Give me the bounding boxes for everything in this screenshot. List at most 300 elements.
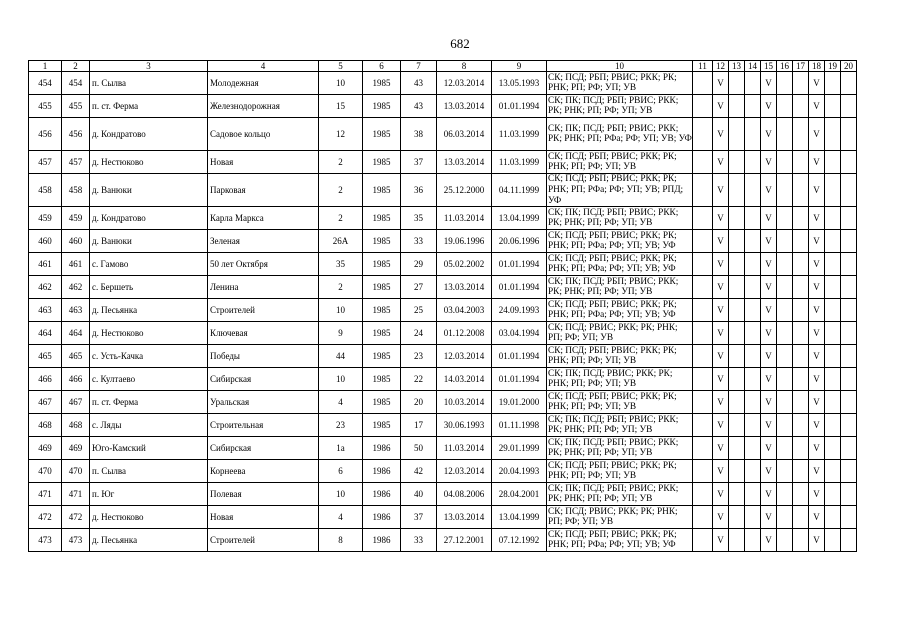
mark-cell-col-13 xyxy=(729,95,745,118)
mark-cell-col-17 xyxy=(793,506,809,529)
object-number: 462 xyxy=(62,276,90,299)
age-cell: 33 xyxy=(401,230,437,253)
settlement-cell: с. Бершеть xyxy=(90,276,208,299)
date-2-cell: 20.06.1996 xyxy=(492,230,547,253)
mark-cell-col-15: V xyxy=(761,437,777,460)
mark-cell-col-19 xyxy=(825,72,841,95)
column-header-13: 13 xyxy=(729,61,745,72)
mark-cell-col-19 xyxy=(825,151,841,174)
street-cell: Парковая xyxy=(208,174,319,207)
table-row xyxy=(29,118,857,151)
age-cell: 42 xyxy=(401,460,437,483)
year-cell: 1985 xyxy=(363,230,401,253)
mark-cell-col-14 xyxy=(745,322,761,345)
mark-cell-col-13 xyxy=(729,207,745,230)
register-table xyxy=(28,60,857,552)
mark-cell-col-13 xyxy=(729,460,745,483)
column-header-4: 4 xyxy=(208,61,319,72)
year-cell: 1986 xyxy=(363,437,401,460)
column-header-14: 14 xyxy=(745,61,761,72)
row-number: 464 xyxy=(29,322,62,345)
mark-cell-col-16 xyxy=(777,391,793,414)
table-row xyxy=(29,391,857,414)
mark-cell-col-19 xyxy=(825,460,841,483)
house-number-cell: 1а xyxy=(319,437,363,460)
date-2-cell: 01.01.1994 xyxy=(492,345,547,368)
mark-cell-col-17 xyxy=(793,230,809,253)
street-cell: Победы xyxy=(208,345,319,368)
date-1-cell: 12.03.2014 xyxy=(437,460,492,483)
mark-cell-col-16 xyxy=(777,322,793,345)
mark-cell-col-12: V xyxy=(713,174,729,207)
settlement-cell: д. Песьянка xyxy=(90,529,208,552)
mark-cell-col-12: V xyxy=(713,151,729,174)
house-number-cell: 10 xyxy=(319,299,363,322)
mark-cell-col-13 xyxy=(729,345,745,368)
table-row xyxy=(29,437,857,460)
column-header-5: 5 xyxy=(319,61,363,72)
year-cell: 1985 xyxy=(363,299,401,322)
mark-cell-col-11 xyxy=(693,299,713,322)
mark-cell-col-11 xyxy=(693,414,713,437)
street-cell: 50 лет Октября xyxy=(208,253,319,276)
year-cell: 1985 xyxy=(363,276,401,299)
date-2-cell: 01.01.1994 xyxy=(492,276,547,299)
mark-cell-col-13 xyxy=(729,437,745,460)
row-number: 460 xyxy=(29,230,62,253)
mark-cell-col-15: V xyxy=(761,529,777,552)
mark-cell-col-11 xyxy=(693,118,713,151)
street-cell: Карла Маркса xyxy=(208,207,319,230)
year-cell: 1985 xyxy=(363,72,401,95)
mark-cell-col-20 xyxy=(841,95,857,118)
mark-cell-col-18: V xyxy=(809,299,825,322)
mark-cell-col-15: V xyxy=(761,322,777,345)
mark-cell-col-14 xyxy=(745,118,761,151)
mark-cell-col-18: V xyxy=(809,230,825,253)
object-number: 465 xyxy=(62,345,90,368)
object-number: 460 xyxy=(62,230,90,253)
street-cell: Новая xyxy=(208,151,319,174)
mark-cell-col-20 xyxy=(841,345,857,368)
row-number: 473 xyxy=(29,529,62,552)
mark-cell-col-17 xyxy=(793,345,809,368)
mark-cell-col-17 xyxy=(793,414,809,437)
settlement-cell: с. Усть-Качка xyxy=(90,345,208,368)
year-cell: 1986 xyxy=(363,483,401,506)
date-2-cell: 29.01.1999 xyxy=(492,437,547,460)
mark-cell-col-14 xyxy=(745,483,761,506)
row-number: 466 xyxy=(29,368,62,391)
mark-cell-col-14 xyxy=(745,345,761,368)
mark-cell-col-15: V xyxy=(761,230,777,253)
mark-cell-col-16 xyxy=(777,299,793,322)
street-cell: Садовое кольцо xyxy=(208,118,319,151)
year-cell: 1986 xyxy=(363,506,401,529)
street-cell: Сибирская xyxy=(208,437,319,460)
mark-cell-col-13 xyxy=(729,230,745,253)
mark-cell-col-12: V xyxy=(713,460,729,483)
page-number: 682 xyxy=(450,36,470,51)
age-cell: 37 xyxy=(401,506,437,529)
category-list-cell: СК; ПК; ПСД; РБП; РВИС; РКК; РК; РНК; РП; РФ; УП; УВ xyxy=(547,414,693,437)
date-2-cell: 07.12.1992 xyxy=(492,529,547,552)
table-row xyxy=(29,299,857,322)
mark-cell-col-11 xyxy=(693,391,713,414)
settlement-cell: д. Кондратово xyxy=(90,207,208,230)
category-list-cell: СК; ПСД; РВИС; РКК; РК; РНК; РП; РФ; УП; УВ xyxy=(547,506,693,529)
age-cell: 36 xyxy=(401,174,437,207)
date-2-cell: 24.09.1993 xyxy=(492,299,547,322)
row-number: 465 xyxy=(29,345,62,368)
mark-cell-col-18: V xyxy=(809,174,825,207)
mark-cell-col-15: V xyxy=(761,460,777,483)
street-cell: Зеленая xyxy=(208,230,319,253)
register-table-body xyxy=(29,72,857,552)
mark-cell-col-12: V xyxy=(713,207,729,230)
row-number: 462 xyxy=(29,276,62,299)
settlement-cell: п. Сылва xyxy=(90,460,208,483)
mark-cell-col-12: V xyxy=(713,368,729,391)
mark-cell-col-19 xyxy=(825,529,841,552)
date-1-cell: 25.12.2000 xyxy=(437,174,492,207)
mark-cell-col-11 xyxy=(693,230,713,253)
mark-cell-col-15: V xyxy=(761,506,777,529)
mark-cell-col-14 xyxy=(745,368,761,391)
mark-cell-col-11 xyxy=(693,95,713,118)
mark-cell-col-15: V xyxy=(761,95,777,118)
settlement-cell: д. Ванюки xyxy=(90,174,208,207)
mark-cell-col-11 xyxy=(693,460,713,483)
mark-cell-col-12: V xyxy=(713,483,729,506)
object-number: 457 xyxy=(62,151,90,174)
mark-cell-col-19 xyxy=(825,174,841,207)
row-number: 454 xyxy=(29,72,62,95)
row-number: 472 xyxy=(29,506,62,529)
mark-cell-col-17 xyxy=(793,322,809,345)
column-header-16: 16 xyxy=(777,61,793,72)
mark-cell-col-20 xyxy=(841,207,857,230)
mark-cell-col-14 xyxy=(745,437,761,460)
mark-cell-col-12: V xyxy=(713,391,729,414)
object-number: 472 xyxy=(62,506,90,529)
category-list-cell: СК; ПСД; РБП; РВИС; РКК; РК; РНК; РП; РФ; УП; УВ xyxy=(547,345,693,368)
mark-cell-col-18: V xyxy=(809,118,825,151)
row-number: 463 xyxy=(29,299,62,322)
settlement-cell: д. Нестюково xyxy=(90,322,208,345)
row-number: 470 xyxy=(29,460,62,483)
mark-cell-col-15: V xyxy=(761,391,777,414)
category-list-cell: СК; ПК; ПСД; РБП; РВИС; РКК; РК; РНК; РП; РФ; УП; УВ xyxy=(547,483,693,506)
mark-cell-col-15: V xyxy=(761,345,777,368)
object-number: 469 xyxy=(62,437,90,460)
house-number-cell: 4 xyxy=(319,506,363,529)
mark-cell-col-16 xyxy=(777,414,793,437)
mark-cell-col-18: V xyxy=(809,207,825,230)
mark-cell-col-16 xyxy=(777,529,793,552)
mark-cell-col-17 xyxy=(793,72,809,95)
mark-cell-col-18: V xyxy=(809,253,825,276)
column-header-12: 12 xyxy=(713,61,729,72)
mark-cell-col-14 xyxy=(745,151,761,174)
age-cell: 17 xyxy=(401,414,437,437)
mark-cell-col-18: V xyxy=(809,151,825,174)
date-2-cell: 01.11.1998 xyxy=(492,414,547,437)
table-row xyxy=(29,72,857,95)
mark-cell-col-16 xyxy=(777,345,793,368)
mark-cell-col-18: V xyxy=(809,322,825,345)
column-header-17: 17 xyxy=(793,61,809,72)
mark-cell-col-16 xyxy=(777,368,793,391)
object-number: 461 xyxy=(62,253,90,276)
table-row xyxy=(29,95,857,118)
mark-cell-col-18: V xyxy=(809,437,825,460)
age-cell: 22 xyxy=(401,368,437,391)
object-number: 471 xyxy=(62,483,90,506)
age-cell: 43 xyxy=(401,72,437,95)
category-list-cell: СК; ПСД; РБП; РВИС; РКК; РК; РНК; РП; РФа; РФ; УП; УВ; УФ xyxy=(547,230,693,253)
mark-cell-col-17 xyxy=(793,118,809,151)
mark-cell-col-17 xyxy=(793,174,809,207)
mark-cell-col-15: V xyxy=(761,299,777,322)
mark-cell-col-12: V xyxy=(713,414,729,437)
mark-cell-col-14 xyxy=(745,414,761,437)
mark-cell-col-18: V xyxy=(809,529,825,552)
mark-cell-col-19 xyxy=(825,207,841,230)
mark-cell-col-11 xyxy=(693,345,713,368)
settlement-cell: с. Гамово xyxy=(90,253,208,276)
year-cell: 1985 xyxy=(363,345,401,368)
mark-cell-col-13 xyxy=(729,368,745,391)
house-number-cell: 15 xyxy=(319,95,363,118)
settlement-cell: п. Сылва xyxy=(90,72,208,95)
mark-cell-col-17 xyxy=(793,95,809,118)
mark-cell-col-20 xyxy=(841,230,857,253)
category-list-cell: СК; ПСД; РБП; РВИС; РКК; РК; РНК; РП; РФ; УП; УВ xyxy=(547,151,693,174)
table-row xyxy=(29,368,857,391)
mark-cell-col-14 xyxy=(745,299,761,322)
mark-cell-col-19 xyxy=(825,506,841,529)
mark-cell-col-11 xyxy=(693,437,713,460)
mark-cell-col-12: V xyxy=(713,529,729,552)
date-1-cell: 12.03.2014 xyxy=(437,345,492,368)
mark-cell-col-12: V xyxy=(713,253,729,276)
mark-cell-col-14 xyxy=(745,391,761,414)
date-1-cell: 12.03.2014 xyxy=(437,72,492,95)
column-header-18: 18 xyxy=(809,61,825,72)
category-list-cell: СК; ПСД; РБП; РВИС; РКК; РК; РНК; РП; РФа; РФ; УП; УВ; УФ xyxy=(547,253,693,276)
year-cell: 1985 xyxy=(363,174,401,207)
mark-cell-col-15: V xyxy=(761,483,777,506)
table-row xyxy=(29,345,857,368)
object-number: 470 xyxy=(62,460,90,483)
year-cell: 1985 xyxy=(363,118,401,151)
mark-cell-col-19 xyxy=(825,95,841,118)
mark-cell-col-11 xyxy=(693,368,713,391)
date-1-cell: 03.04.2003 xyxy=(437,299,492,322)
age-cell: 43 xyxy=(401,95,437,118)
category-list-cell: СК; ПСД; РБП; РВИС; РКК; РК; РНК; РП; РФа; РФ; УП; УВ; УФ xyxy=(547,529,693,552)
mark-cell-col-13 xyxy=(729,391,745,414)
row-number: 458 xyxy=(29,174,62,207)
mark-cell-col-18: V xyxy=(809,95,825,118)
mark-cell-col-13 xyxy=(729,506,745,529)
street-cell: Строителей xyxy=(208,299,319,322)
date-1-cell: 10.03.2014 xyxy=(437,391,492,414)
street-cell: Сибирская xyxy=(208,368,319,391)
street-cell: Строительная xyxy=(208,414,319,437)
mark-cell-col-14 xyxy=(745,207,761,230)
mark-cell-col-11 xyxy=(693,276,713,299)
mark-cell-col-17 xyxy=(793,299,809,322)
mark-cell-col-20 xyxy=(841,391,857,414)
table-row xyxy=(29,460,857,483)
settlement-cell: п. ст. Ферма xyxy=(90,391,208,414)
mark-cell-col-15: V xyxy=(761,118,777,151)
house-number-cell: 10 xyxy=(319,72,363,95)
row-number: 468 xyxy=(29,414,62,437)
mark-cell-col-20 xyxy=(841,460,857,483)
mark-cell-col-12: V xyxy=(713,299,729,322)
mark-cell-col-20 xyxy=(841,483,857,506)
mark-cell-col-16 xyxy=(777,230,793,253)
mark-cell-col-17 xyxy=(793,207,809,230)
date-1-cell: 06.03.2014 xyxy=(437,118,492,151)
mark-cell-col-12: V xyxy=(713,276,729,299)
mark-cell-col-12: V xyxy=(713,230,729,253)
mark-cell-col-20 xyxy=(841,299,857,322)
date-2-cell: 13.05.1993 xyxy=(492,72,547,95)
mark-cell-col-16 xyxy=(777,460,793,483)
object-number: 454 xyxy=(62,72,90,95)
date-1-cell: 11.03.2014 xyxy=(437,207,492,230)
mark-cell-col-14 xyxy=(745,506,761,529)
category-list-cell: СК; ПК; ПСД; РВИС; РКК; РК; РНК; РП; РФ; УП; УВ xyxy=(547,368,693,391)
year-cell: 1985 xyxy=(363,95,401,118)
mark-cell-col-13 xyxy=(729,174,745,207)
row-number: 455 xyxy=(29,95,62,118)
street-cell: Ключевая xyxy=(208,322,319,345)
house-number-cell: 44 xyxy=(319,345,363,368)
mark-cell-col-20 xyxy=(841,414,857,437)
mark-cell-col-19 xyxy=(825,368,841,391)
mark-cell-col-19 xyxy=(825,118,841,151)
settlement-cell: с. Ляды xyxy=(90,414,208,437)
mark-cell-col-13 xyxy=(729,529,745,552)
table-row xyxy=(29,529,857,552)
column-header-1: 1 xyxy=(29,61,62,72)
mark-cell-col-20 xyxy=(841,506,857,529)
mark-cell-col-11 xyxy=(693,207,713,230)
mark-cell-col-17 xyxy=(793,437,809,460)
mark-cell-col-13 xyxy=(729,299,745,322)
category-list-cell: СК; ПСД; РБП; РВИС; РКК; РК; РНК; РП; РФа; РФ; УП; УВ; УФ xyxy=(547,299,693,322)
mark-cell-col-11 xyxy=(693,506,713,529)
mark-cell-col-18: V xyxy=(809,506,825,529)
street-cell: Новая xyxy=(208,506,319,529)
mark-cell-col-16 xyxy=(777,174,793,207)
mark-cell-col-20 xyxy=(841,437,857,460)
mark-cell-col-18: V xyxy=(809,368,825,391)
mark-cell-col-11 xyxy=(693,322,713,345)
year-cell: 1985 xyxy=(363,414,401,437)
object-number: 468 xyxy=(62,414,90,437)
mark-cell-col-13 xyxy=(729,276,745,299)
mark-cell-col-11 xyxy=(693,529,713,552)
house-number-cell: 2 xyxy=(319,276,363,299)
settlement-cell: п. ст. Ферма xyxy=(90,95,208,118)
row-number: 469 xyxy=(29,437,62,460)
mark-cell-col-17 xyxy=(793,460,809,483)
category-list-cell: СК; ПСД; РБП; РВИС; РКК; РК; РНК; РП; РФ; УП; УВ xyxy=(547,72,693,95)
row-number: 471 xyxy=(29,483,62,506)
column-header-20: 20 xyxy=(841,61,857,72)
date-2-cell: 01.01.1994 xyxy=(492,253,547,276)
mark-cell-col-15: V xyxy=(761,174,777,207)
age-cell: 29 xyxy=(401,253,437,276)
date-1-cell: 13.03.2014 xyxy=(437,506,492,529)
mark-cell-col-18: V xyxy=(809,483,825,506)
mark-cell-col-19 xyxy=(825,345,841,368)
column-header-19: 19 xyxy=(825,61,841,72)
house-number-cell: 2 xyxy=(319,151,363,174)
mark-cell-col-18: V xyxy=(809,276,825,299)
category-list-cell: СК; ПК; ПСД; РБП; РВИС; РКК; РК; РНК; РП; РФ; УП; УВ xyxy=(547,276,693,299)
mark-cell-col-20 xyxy=(841,529,857,552)
year-cell: 1985 xyxy=(363,253,401,276)
settlement-cell: д. Нестюково xyxy=(90,506,208,529)
mark-cell-col-11 xyxy=(693,151,713,174)
object-number: 456 xyxy=(62,118,90,151)
column-header-3: 3 xyxy=(90,61,208,72)
mark-cell-col-11 xyxy=(693,253,713,276)
mark-cell-col-14 xyxy=(745,174,761,207)
mark-cell-col-16 xyxy=(777,483,793,506)
mark-cell-col-18: V xyxy=(809,345,825,368)
date-1-cell: 04.08.2006 xyxy=(437,483,492,506)
house-number-cell: 10 xyxy=(319,483,363,506)
mark-cell-col-15: V xyxy=(761,253,777,276)
house-number-cell: 12 xyxy=(319,118,363,151)
date-1-cell: 13.03.2014 xyxy=(437,276,492,299)
category-list-cell: СК; ПК; ПСД; РБП; РВИС; РКК; РК; РНК; РП; РФ; УП; УВ xyxy=(547,207,693,230)
year-cell: 1986 xyxy=(363,460,401,483)
age-cell: 20 xyxy=(401,391,437,414)
mark-cell-col-20 xyxy=(841,72,857,95)
table-row xyxy=(29,253,857,276)
house-number-cell: 23 xyxy=(319,414,363,437)
object-number: 466 xyxy=(62,368,90,391)
settlement-cell: с. Култаево xyxy=(90,368,208,391)
object-number: 455 xyxy=(62,95,90,118)
age-cell: 25 xyxy=(401,299,437,322)
age-cell: 37 xyxy=(401,151,437,174)
house-number-cell: 9 xyxy=(319,322,363,345)
table-row xyxy=(29,174,857,207)
date-2-cell: 11.03.1999 xyxy=(492,151,547,174)
column-header-10: 10 xyxy=(547,61,693,72)
mark-cell-col-14 xyxy=(745,230,761,253)
object-number: 459 xyxy=(62,207,90,230)
street-cell: Полевая xyxy=(208,483,319,506)
age-cell: 24 xyxy=(401,322,437,345)
mark-cell-col-13 xyxy=(729,72,745,95)
mark-cell-col-15: V xyxy=(761,151,777,174)
mark-cell-col-12: V xyxy=(713,506,729,529)
mark-cell-col-18: V xyxy=(809,391,825,414)
table-row xyxy=(29,483,857,506)
table-row xyxy=(29,207,857,230)
